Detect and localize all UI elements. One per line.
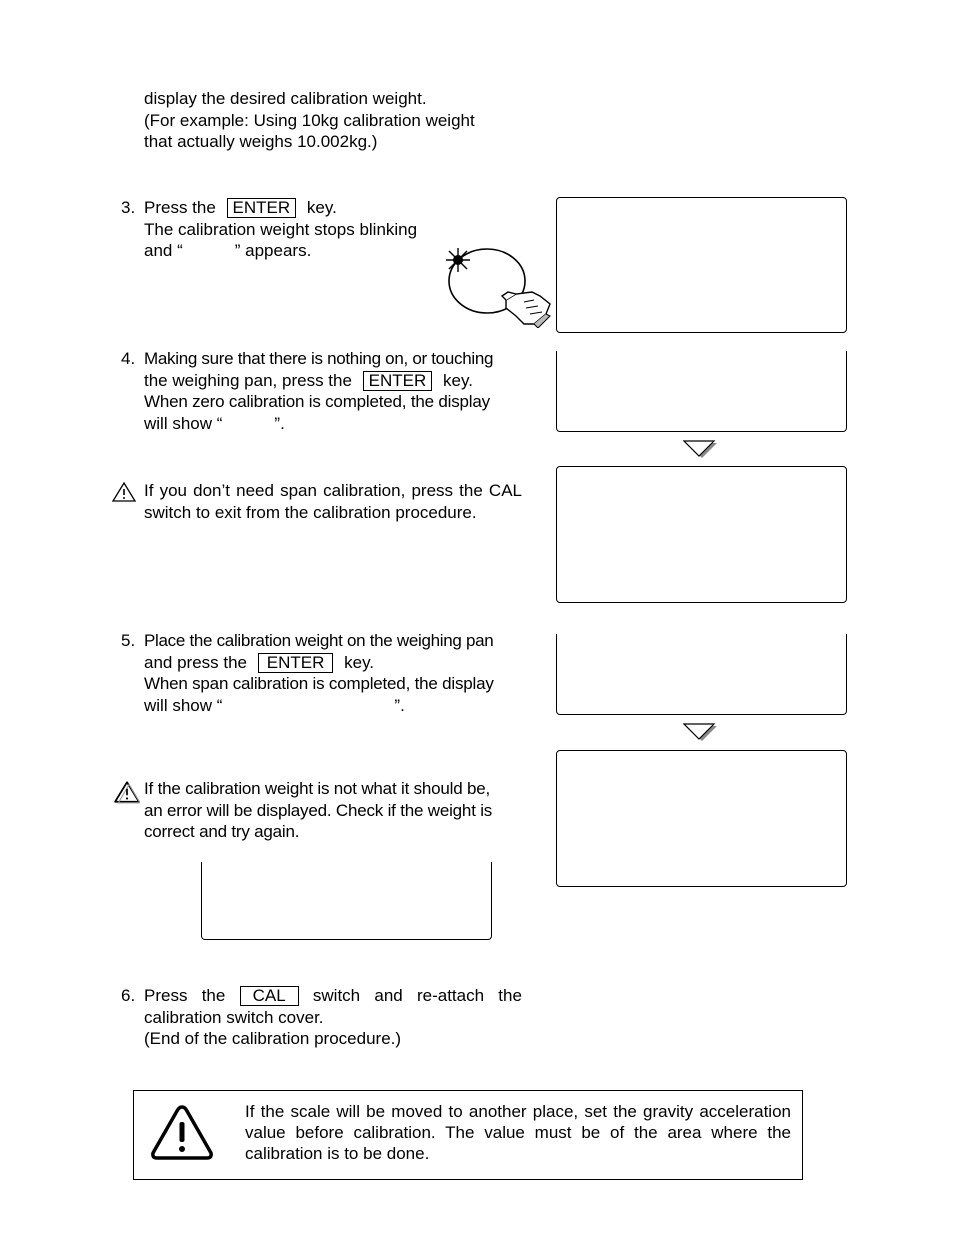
warning-triangle-icon [150,1103,214,1161]
step-text: and “ [144,241,183,260]
intro-line: (For example: Using 10kg calibration weight [144,110,475,130]
step-text: and [374,986,403,1005]
down-arrow-icon [683,723,717,743]
step-number: 4. [121,349,136,368]
display-panel [556,634,847,715]
warning-triangle-icon [114,780,140,804]
step-text: the weighing pan, press the [144,370,352,390]
step-text: re-attach [416,986,485,1005]
caution-note: If you don’t need span calibration, press the CAL switch to exit from the calibration procedure. [144,481,522,522]
step-4 [121,348,522,434]
display-panel [556,466,847,603]
step-text: ”. [274,413,285,433]
enter-key: ENTER [258,653,334,673]
step-text: key. [344,652,375,672]
step-6 [121,985,522,1050]
intro-line: that actually weighs 10.002kg.) [144,132,378,151]
display-panel [556,197,847,333]
step-number: 5. [121,631,136,650]
caution-note [144,778,522,843]
step-text: will show “ [144,413,223,433]
step-text: When zero calibration is completed, the display [144,392,490,411]
step-text: ”. [394,695,405,715]
step-text: key. [306,198,337,217]
caution-line: correct and try again. [144,822,300,841]
step-text: The calibration weight stops blinking [144,219,418,239]
step-text: the [498,986,522,1005]
cal-key: CAL [240,986,299,1006]
step-text: key. [443,370,473,390]
enter-key: ENTER [227,198,297,218]
intro-text [144,88,522,153]
step-text: will show “ [144,695,223,715]
note-text: If the scale will be moved to another place, set the gravity acceleration value before calibration. The value must be of the area where the calibration is to be done. [245,1102,791,1163]
enter-key: ENTER [363,371,433,391]
step-text: Press the [144,198,216,217]
step-text: Making sure that there is nothing on, or touching [144,349,494,368]
step-text: ” appears. [234,241,312,260]
step-text: switch [312,986,361,1005]
display-panel [556,750,847,887]
step-number: 6. [121,986,136,1005]
warning-triangle-icon [112,481,136,503]
step-text: Press [144,986,188,1005]
step-text: the [201,986,226,1005]
error-display-panel [201,862,492,940]
step-text: (End of the calibration procedure.) [144,1029,402,1048]
down-arrow-icon [683,440,717,460]
step-text: When span calibration is completed, the display [144,674,494,693]
finger-press-icon [442,244,554,328]
caution-line: If the calibration weight is not what it should be, [144,779,491,798]
step-5 [121,630,522,716]
caution-line: an error will be displayed. Check if the weight is [144,800,493,820]
step-text: Place the calibration weight on the weighing pan [144,631,494,650]
step-number: 3. [121,198,136,217]
intro-line: display the desired calibration weight. [144,89,427,108]
note-box [133,1090,803,1180]
step-text: calibration switch cover. [144,1007,324,1027]
step-text: and press the [144,652,248,672]
display-panel [556,351,847,432]
